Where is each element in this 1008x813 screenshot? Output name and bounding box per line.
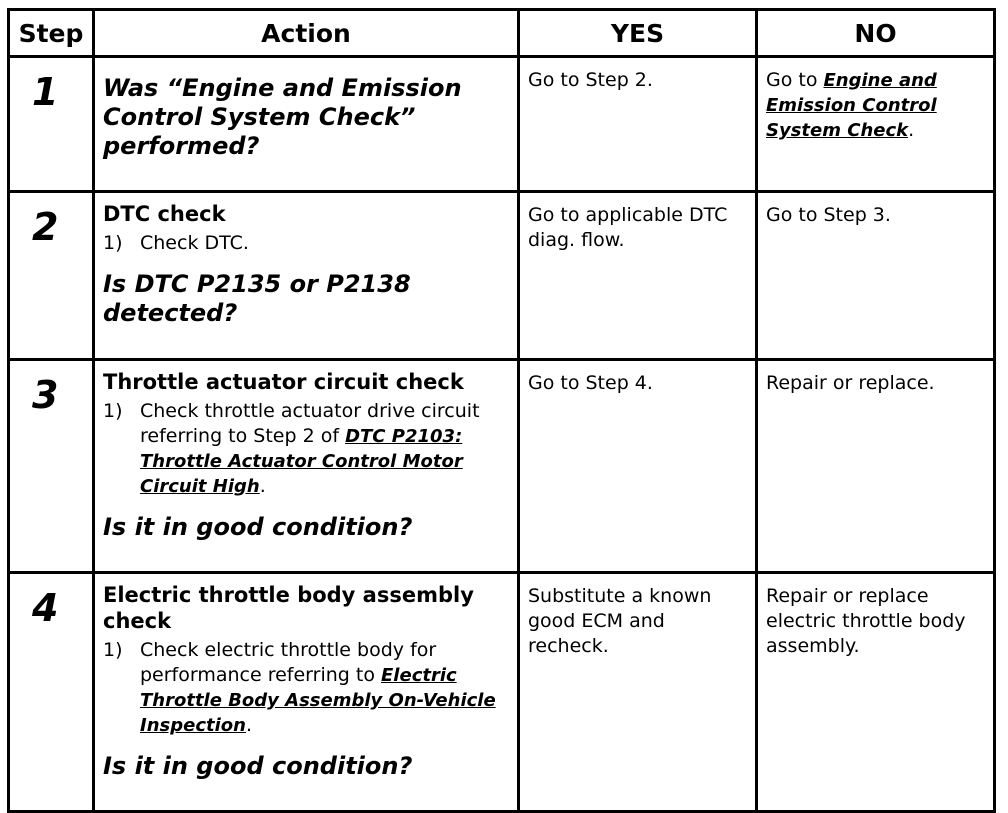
yes-cell (519, 57, 757, 192)
yes-text: Go to Step 2. (528, 69, 653, 91)
action-item-text-after: . (245, 714, 252, 736)
action-cell (94, 573, 519, 812)
action-cell (94, 57, 519, 192)
table-row (9, 360, 995, 573)
no-reference-link[interactable]: Engine and Emission Control System Check (766, 70, 937, 141)
action-question: Is DTC P2135 or P2138 detected? (103, 270, 411, 327)
header-yes: YES (519, 10, 757, 57)
action-item-text-after: . (259, 475, 266, 497)
yes-cell (519, 360, 757, 573)
no-text: Repair or replace. (766, 372, 935, 394)
table-row (9, 192, 995, 360)
action-cell (94, 192, 519, 360)
header-row (9, 10, 995, 57)
action-item (103, 399, 509, 499)
no-text: Go to Step 3. (766, 204, 891, 226)
action-question: Was “Engine and Emission Control System Check” performed? (103, 74, 462, 160)
action-title: Electric throttle body assembly check (103, 583, 474, 633)
no-cell (757, 573, 995, 812)
action-title: DTC check (103, 202, 226, 226)
action-reference-link[interactable]: DTC P2103: Throttle Actuator Control Motor Circuit High (140, 426, 463, 497)
action-item-text (140, 231, 509, 256)
no-cell (757, 360, 995, 573)
yes-cell (519, 192, 757, 360)
action-item-number: 1) (103, 639, 123, 661)
no-cell (757, 192, 995, 360)
header-action: Action (94, 10, 519, 57)
step-number: 4 (9, 573, 94, 812)
action-cell (94, 360, 519, 573)
diagnostic-flow-table (7, 8, 996, 813)
yes-text: Substitute a known good ECM and recheck. (528, 585, 712, 657)
action-item-text (140, 399, 509, 499)
action-title: Throttle actuator circuit check (103, 370, 464, 394)
step-number: 1 (9, 57, 94, 192)
no-text: Repair or replace electric throttle body assembly. (766, 585, 966, 657)
action-item (103, 231, 509, 256)
diagnostic-table-container (7, 8, 996, 813)
action-item-number: 1) (103, 232, 123, 254)
step-number: 2 (9, 192, 94, 360)
header-step: Step (9, 10, 94, 57)
step-number: 3 (9, 360, 94, 573)
action-item-text-before: Check DTC. (140, 232, 249, 254)
action-question: Is it in good condition? (103, 752, 413, 780)
action-item-number: 1) (103, 400, 123, 422)
action-reference-link[interactable]: Electric Throttle Body Assembly On-Vehicle Inspection (140, 665, 496, 736)
action-item-text-before: Check electric throttle body for performance referring to (140, 639, 437, 686)
no-cell (757, 57, 995, 192)
action-question: Is it in good condition? (103, 513, 413, 541)
action-item-text-before: Check throttle actuator drive circuit referring to Step 2 of (140, 400, 480, 447)
header-no: NO (757, 10, 995, 57)
yes-cell (519, 573, 757, 812)
no-text: Go to (766, 69, 824, 91)
action-item (103, 638, 509, 738)
no-text-after: . (908, 119, 915, 141)
action-item-text (140, 638, 509, 738)
table-row (9, 573, 995, 812)
table-row (9, 57, 995, 192)
yes-text: Go to applicable DTC diag. flow. (528, 204, 728, 251)
yes-text: Go to Step 4. (528, 372, 653, 394)
